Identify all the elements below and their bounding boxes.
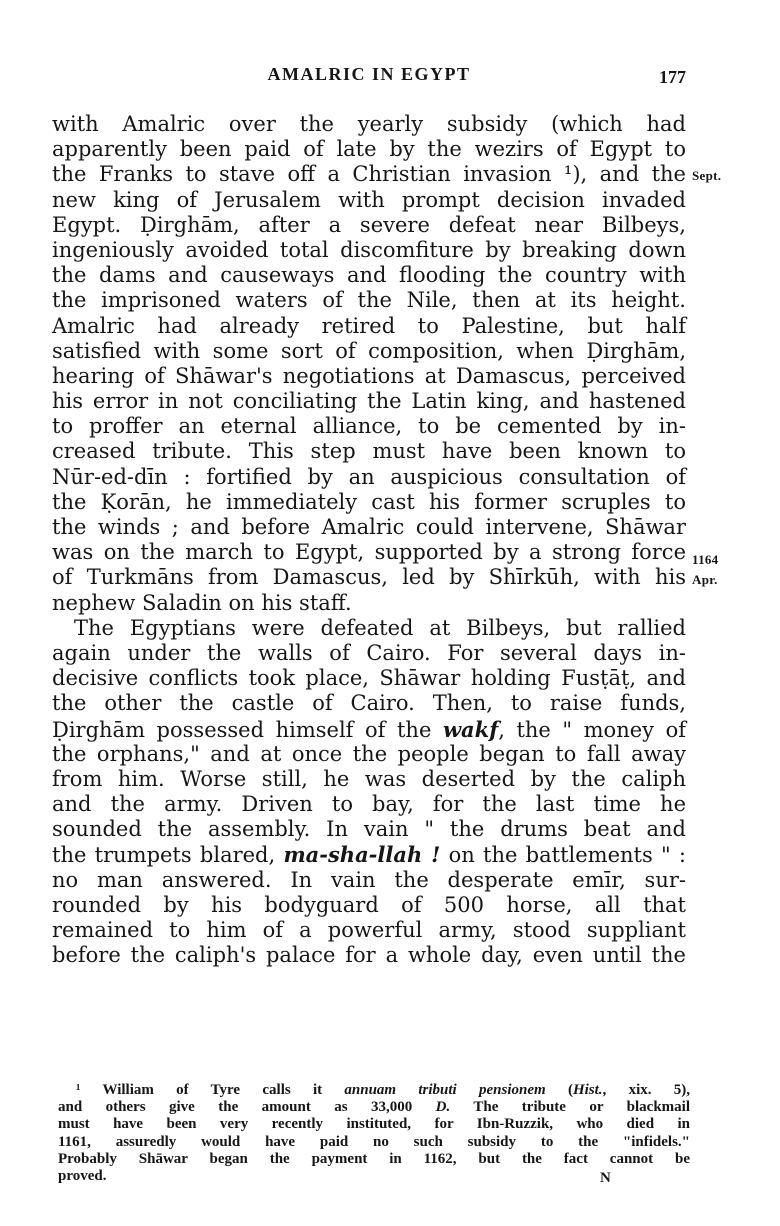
text-line: Amalric had already retired to Palestine, but half — [52, 313, 686, 338]
footnote-line: Probably Shāwar began the payment in 1162, but the fact cannot be — [58, 1150, 690, 1167]
footnote-last-line: proved. — [58, 1167, 107, 1184]
text-line: of Turkmāns from Damascus, led by Shīrkūh, with his — [52, 565, 686, 590]
paragraph-start-line: The Egyptians were defeated at Bilbeys, but rallied — [74, 615, 686, 640]
margin-note-year: 1164 — [692, 552, 719, 567]
text-line: no man answered. In vain the desperate emīr, sur- — [52, 867, 686, 892]
footnote-italic-title: annuam tributi pensionem — [344, 1082, 546, 1098]
text-line: new king of Jerusalem with prompt decision invaded — [52, 187, 686, 212]
italic-term-wakf: wakf — [442, 716, 499, 742]
text-line: decisive conflicts took place, Shāwar holding Fusṭāṭ, and — [52, 666, 686, 691]
text-line: ingeniously avoided total discomfiture by breaking down — [52, 237, 686, 262]
footnote-segment: and others give the amount as 33,000 — [58, 1099, 436, 1116]
footnote-italic-d: D. — [435, 1099, 451, 1116]
footnote-segment: , xix. 5), — [602, 1082, 691, 1098]
italic-term-ma-sha-llah: ma-sha-llah ! — [283, 842, 441, 868]
text-line-with-italic — [52, 842, 686, 867]
text-segment: on the battlements " : — [440, 843, 686, 868]
text-line-with-italic — [52, 717, 686, 742]
footnote-line: 1161, assuredly would have paid no such subsidy to the "infidels." — [58, 1133, 690, 1150]
text-line: Egypt. Ḍirghām, after a severe defeat near Bilbeys, — [52, 212, 686, 237]
text-line: his error in not conciliating the Latin king, and hastened — [52, 389, 686, 414]
text-line: remained to him of a powerful army, stood suppliant — [52, 918, 686, 942]
text-line: the Franks to stave off a Christian invasion ¹), and the — [52, 162, 686, 187]
text-line: rounded by his bodyguard of 500 horse, all that — [52, 892, 686, 917]
text-line: satisfied with some sort of composition, when Ḍirghām, — [52, 338, 686, 363]
footnote-segment: ¹ William of Tyre calls it — [76, 1082, 345, 1098]
page-number: 177 — [659, 67, 686, 87]
footnote-line: must have been very recently instituted, for Ibn-Ruzzik, who died in — [58, 1116, 690, 1133]
text-line: sounded the assembly. In vain " the drums beat and — [52, 817, 686, 842]
text-line: again under the walls of Cairo. For several days in- — [52, 640, 686, 665]
footnotes — [58, 1082, 690, 1185]
text-line: the dams and causeways and flooding the country with — [52, 263, 686, 288]
text-segment: the trumpets blared, — [52, 843, 284, 868]
footnote-segment: ( — [545, 1082, 573, 1098]
signature-mark: N — [600, 1170, 611, 1186]
running-title: AMALRIC IN EGYPT — [267, 64, 471, 84]
text-line: before the caliph's palace for a whole day, even until the — [52, 943, 686, 968]
main-text — [52, 112, 686, 968]
running-head — [52, 64, 686, 90]
text-line: and the army. Driven to bay, for the last time he — [52, 792, 686, 817]
text-line: the Ḳorān, he immediately cast his former scruples to — [52, 489, 686, 514]
text-line: the orphans," and at once the people began to fall away — [52, 741, 686, 766]
text-line: hearing of Shāwar's negotiations at Damascus, perceived — [52, 363, 686, 388]
footnote-segment: The tribute or blackmail — [450, 1099, 690, 1116]
text-line: apparently been paid of late by the wezirs of Egypt to — [52, 137, 686, 162]
text-line: the imprisoned waters of the Nile, then at its height. — [52, 288, 686, 313]
text-line: the winds ; and before Amalric could intervene, Shāwar — [52, 515, 686, 539]
text-line: the other the castle of Cairo. Then, to raise funds, — [52, 691, 686, 716]
text-segment: , the " money of — [498, 717, 686, 742]
footnote-line — [58, 1082, 690, 1099]
text-line: was on the march to Egypt, supported by a strong force — [52, 540, 686, 565]
margin-note-sept: Sept. — [692, 168, 722, 183]
footnote-line — [58, 1099, 690, 1116]
text-line: to proffer an eternal alliance, to be cemented by in- — [52, 414, 686, 439]
paragraph-end-line: nephew Saladin on his staff. — [52, 590, 352, 615]
text-line: Nūr-ed-dīn : fortified by an auspicious consultation of — [52, 464, 686, 489]
text-line: creased tribute. This step must have been known to — [52, 439, 686, 464]
text-segment: Ḍirghām possessed himself of the — [52, 717, 443, 742]
text-line: with Amalric over the yearly subsidy (which had — [52, 112, 686, 136]
footnote-italic-hist: Hist. — [572, 1082, 603, 1098]
text-line: from him. Worse still, he was deserted by the caliph — [52, 766, 686, 791]
margin-note-apr: Apr. — [692, 572, 718, 587]
